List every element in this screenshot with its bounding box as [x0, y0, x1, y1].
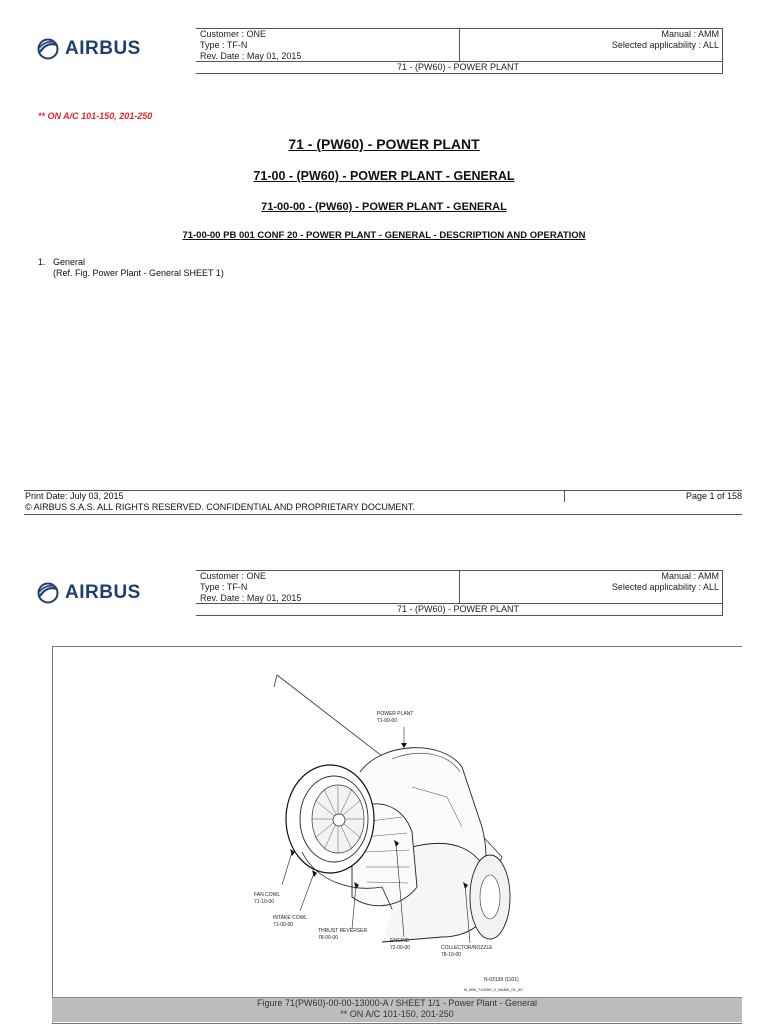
header2-applicability: Selected applicability : ALL — [611, 582, 719, 592]
label-power-plant-ref: 71-00-00 — [377, 718, 398, 724]
figure-effectivity: ** ON A/C 101-150, 201-250 — [340, 1009, 454, 1019]
airbus-wordmark: AIRBUS — [65, 38, 141, 59]
print-date: Print Date: July 03, 2015 — [25, 491, 124, 501]
copyright-notice: © AIRBUS S.A.S. ALL RIGHTS RESERVED. CONFIDENTIAL AND PROPRIETARY DOCUMENT. — [25, 502, 415, 512]
label-intake-cowl-ref: 71-00-00 — [273, 922, 294, 928]
airbus-wordmark: AIRBUS — [65, 582, 141, 603]
header2-bottom-rule — [196, 615, 723, 616]
item-label: General — [53, 257, 86, 267]
subject-title: 71-00-00 - (PW60) - POWER PLANT - GENERAL — [261, 201, 507, 213]
airbus-emblem-icon — [36, 38, 60, 60]
header2-customer: Customer : ONE — [200, 571, 267, 581]
header2-chapter: 71 - (PW60) - POWER PLANT — [397, 604, 520, 614]
drawing-id: N-03139 (1101) — [484, 977, 519, 983]
figure-caption: Figure 71(PW60)-00-00-13000-A / SHEET 1/1 - Power Plant - General — [257, 998, 537, 1008]
item-number: 1. — [38, 257, 46, 267]
label-thrust-reverser: THRUST REVERSER — [318, 928, 368, 934]
effectivity-note: ** ON A/C 101-150, 201-250 — [38, 111, 153, 121]
chapter-title: 71 - (PW60) - POWER PLANT — [288, 136, 480, 152]
label-intake-cowl: INTAKE COWL — [273, 915, 308, 921]
page-number: Page 1 of 158 — [685, 491, 742, 501]
header-bottom-rule — [196, 73, 723, 74]
section-title: 71-00 - (PW60) - POWER PLANT - GENERAL — [253, 169, 515, 183]
label-engine: ENGINE — [390, 938, 410, 944]
header2-manual: Manual : AMM — [661, 571, 719, 581]
airbus-logo — [36, 38, 141, 60]
header-customer: Customer : ONE — [200, 29, 267, 39]
footer-bottom-rule — [24, 514, 742, 515]
topic-title: 71-00-00 PB 001 CONF 20 - POWER PLANT - GENERAL - DESCRIPTION AND OPERATION — [182, 230, 586, 241]
footer-divider-v — [564, 490, 565, 502]
power-plant-illustration — [52, 647, 742, 997]
header-rev-date: Rev. Date : May 01, 2015 — [200, 51, 302, 61]
airbus-logo-page2 — [36, 582, 141, 604]
airbus-emblem-icon — [36, 582, 60, 604]
header-chapter: 71 - (PW60) - POWER PLANT — [397, 62, 520, 72]
drawing-code: N_MM_710000_0_NAM0_01_00 — [464, 987, 523, 992]
header2-type: Type : TF-N — [200, 582, 248, 592]
figure-reference-link[interactable]: (Ref. Fig. Power Plant - General SHEET 1) — [53, 268, 224, 278]
label-fan-cowl: FAN COWL — [254, 892, 281, 898]
label-engine-ref: 72-00-00 — [390, 945, 411, 951]
label-power-plant: POWER PLANT — [377, 711, 414, 717]
header2-right-edge — [722, 570, 723, 616]
header2-rev-date: Rev. Date : May 01, 2015 — [200, 593, 302, 603]
label-collector: COLLECTOR/NOZZLE — [441, 945, 493, 951]
header-right-edge — [722, 28, 723, 74]
header-type: Type : TF-N — [200, 40, 248, 50]
label-collector-ref: 78-10-00 — [441, 952, 462, 958]
label-fan-cowl-ref: 71-10-00 — [254, 899, 275, 905]
header-applicability: Selected applicability : ALL — [611, 40, 719, 50]
label-thrust-reverser-ref: 78-00-00 — [318, 935, 339, 941]
header-manual: Manual : AMM — [661, 29, 719, 39]
